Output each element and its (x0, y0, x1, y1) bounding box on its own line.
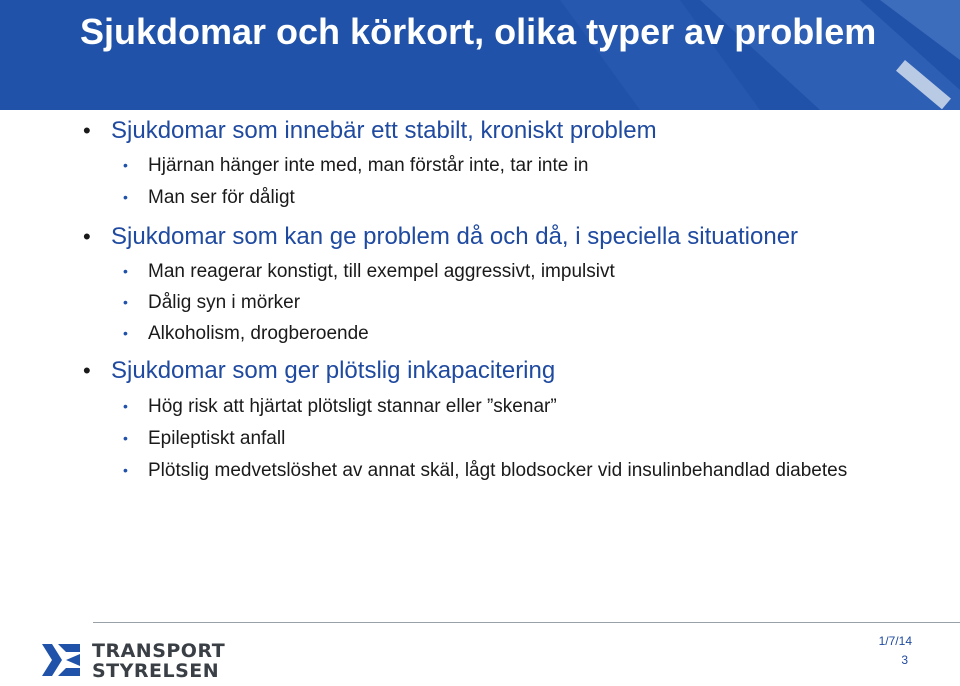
logo-wordmark (92, 641, 225, 681)
bullet-level2 (123, 393, 557, 420)
bullet-level1 (83, 357, 556, 385)
slide-header (0, 0, 960, 110)
bullet-text: Hög risk att hjärtat plötsligt stannar eller ”skenar” (148, 396, 557, 417)
bullet-text: Man ser för dåligt (148, 187, 295, 208)
footer-divider (93, 622, 960, 623)
bullet-level2 (123, 457, 908, 484)
transportstyrelsen-logo-icon (42, 640, 82, 680)
bullet-dot: • (123, 325, 128, 341)
bullet-dot: • (83, 118, 91, 143)
bullet-level2 (123, 184, 295, 211)
bullet-level2 (123, 289, 301, 316)
bullet-dot: • (123, 263, 128, 279)
logo-line-1: TRANSPORT (92, 640, 226, 662)
bullet-text: Sjukdomar som ger plötslig inkapacitering (111, 357, 556, 384)
bullet-level2 (123, 258, 615, 285)
bullet-text: Epileptiskt anfall (148, 428, 286, 449)
bullet-text: Plötslig medvetslöshet av annat skäl, lågt blodsocker vid insulinbehandlad diabetes (148, 460, 848, 481)
bullet-dot: • (123, 430, 128, 446)
bullet-dot: • (83, 224, 91, 249)
bullet-level1 (83, 117, 657, 145)
bullet-text: Alkoholism, drogberoende (148, 323, 369, 344)
bullet-text: Man reagerar konstigt, till exempel aggressivt, impulsivt (148, 261, 615, 282)
bullet-dot: • (123, 462, 128, 478)
bullet-dot: • (123, 294, 128, 310)
bullet-text: Dålig syn i mörker (148, 292, 301, 313)
slide-date: 1/7/14 (878, 634, 912, 648)
bullet-level2 (123, 152, 589, 179)
bullet-text: Hjärnan hänger inte med, man förstår inte, tar inte in (148, 155, 589, 176)
slide-title: Sjukdomar och körkort, olika typer av problem (80, 11, 877, 52)
bullet-level2 (123, 320, 369, 347)
bullet-text: Sjukdomar som innebär ett stabilt, kroniskt problem (111, 117, 657, 144)
bullet-dot: • (123, 189, 128, 205)
bullet-level1 (83, 223, 799, 251)
bullet-dot: • (83, 358, 91, 383)
logo-line-2: STYRELSEN (92, 660, 220, 682)
bullet-text: Sjukdomar som kan ge problem då och då, i speciella situationer (111, 223, 799, 250)
bullet-level2 (123, 425, 286, 452)
bullet-dot: • (123, 157, 128, 173)
bullet-dot: • (123, 398, 128, 414)
slide-page-number: 3 (901, 653, 908, 667)
